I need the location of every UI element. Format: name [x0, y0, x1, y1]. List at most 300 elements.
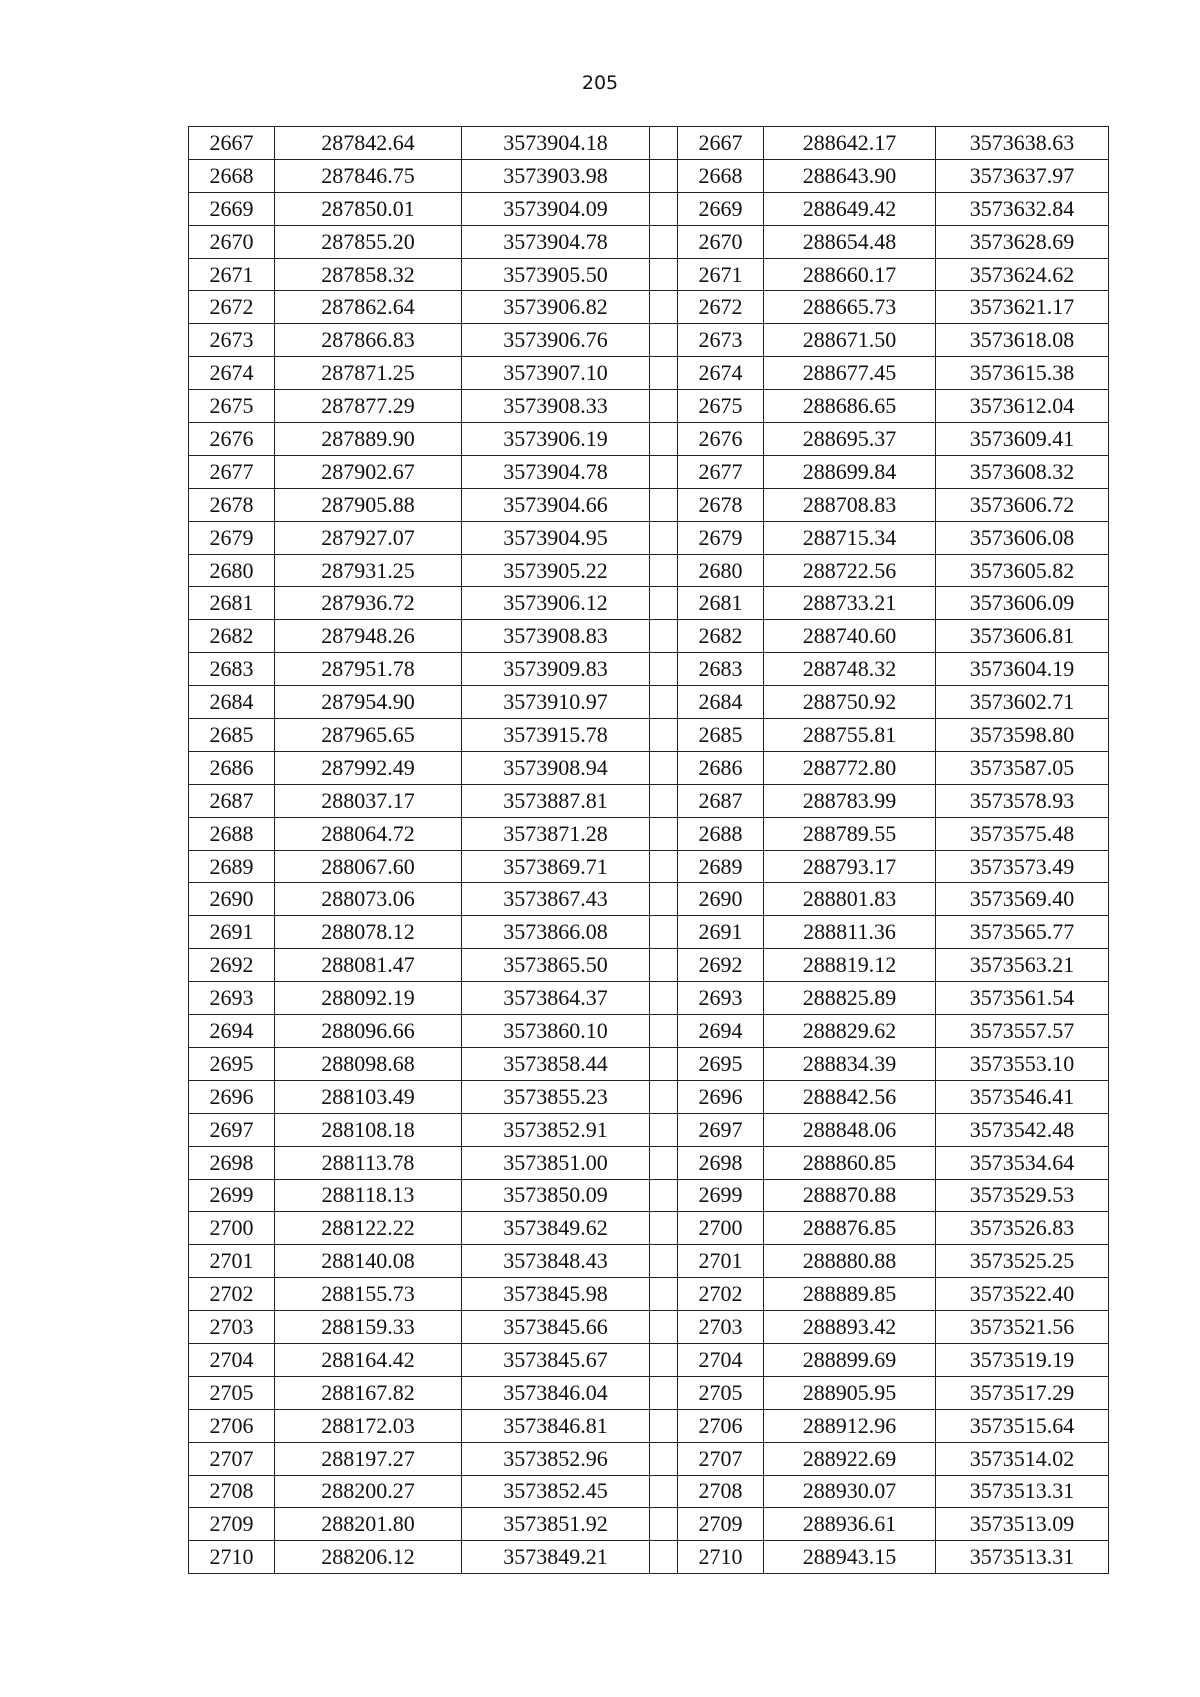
spacer-cell [650, 1475, 678, 1508]
point-id-right-cell: 2671 [678, 258, 764, 291]
x-coordinate-left-cell: 288078.12 [275, 916, 462, 949]
x-coordinate-left-cell: 288108.18 [275, 1113, 462, 1146]
x-coordinate-left-cell: 287846.75 [275, 159, 462, 192]
spacer-cell [650, 1508, 678, 1541]
point-id-right-cell: 2709 [678, 1508, 764, 1541]
table-row [189, 258, 1109, 291]
table-row [189, 751, 1109, 784]
point-id-right-cell: 2682 [678, 620, 764, 653]
y-coordinate-right-cell: 3573513.09 [936, 1508, 1109, 1541]
point-id-right-cell: 2677 [678, 455, 764, 488]
point-id-right-cell: 2672 [678, 291, 764, 324]
x-coordinate-right-cell: 288733.21 [764, 587, 936, 620]
table-row [189, 1245, 1109, 1278]
y-coordinate-left-cell: 3573866.08 [462, 916, 650, 949]
y-coordinate-left-cell: 3573864.37 [462, 982, 650, 1015]
y-coordinate-left-cell: 3573904.18 [462, 127, 650, 160]
point-id-left-cell: 2688 [189, 817, 275, 850]
table-row [189, 488, 1109, 521]
y-coordinate-right-cell: 3573513.31 [936, 1475, 1109, 1508]
table-row [189, 850, 1109, 883]
spacer-cell [650, 423, 678, 456]
x-coordinate-right-cell: 288922.69 [764, 1442, 936, 1475]
table-row [189, 686, 1109, 719]
x-coordinate-left-cell: 287936.72 [275, 587, 462, 620]
x-coordinate-left-cell: 288164.42 [275, 1343, 462, 1376]
point-id-right-cell: 2687 [678, 784, 764, 817]
y-coordinate-left-cell: 3573908.94 [462, 751, 650, 784]
y-coordinate-left-cell: 3573904.09 [462, 192, 650, 225]
point-id-right-cell: 2693 [678, 982, 764, 1015]
y-coordinate-right-cell: 3573606.72 [936, 488, 1109, 521]
y-coordinate-right-cell: 3573606.81 [936, 620, 1109, 653]
y-coordinate-right-cell: 3573578.93 [936, 784, 1109, 817]
y-coordinate-left-cell: 3573871.28 [462, 817, 650, 850]
point-id-left-cell: 2697 [189, 1113, 275, 1146]
x-coordinate-right-cell: 288825.89 [764, 982, 936, 1015]
y-coordinate-left-cell: 3573910.97 [462, 686, 650, 719]
y-coordinate-right-cell: 3573569.40 [936, 883, 1109, 916]
y-coordinate-right-cell: 3573563.21 [936, 949, 1109, 982]
table-row [189, 1047, 1109, 1080]
y-coordinate-left-cell: 3573848.43 [462, 1245, 650, 1278]
x-coordinate-left-cell: 288140.08 [275, 1245, 462, 1278]
x-coordinate-right-cell: 288642.17 [764, 127, 936, 160]
point-id-right-cell: 2710 [678, 1541, 764, 1574]
x-coordinate-left-cell: 288037.17 [275, 784, 462, 817]
table-row [189, 982, 1109, 1015]
point-id-right-cell: 2683 [678, 653, 764, 686]
y-coordinate-left-cell: 3573845.67 [462, 1343, 650, 1376]
spacer-cell [650, 554, 678, 587]
x-coordinate-left-cell: 288201.80 [275, 1508, 462, 1541]
point-id-left-cell: 2696 [189, 1080, 275, 1113]
table-row [189, 1113, 1109, 1146]
y-coordinate-left-cell: 3573852.91 [462, 1113, 650, 1146]
x-coordinate-right-cell: 288715.34 [764, 521, 936, 554]
x-coordinate-right-cell: 288930.07 [764, 1475, 936, 1508]
point-id-left-cell: 2668 [189, 159, 275, 192]
y-coordinate-left-cell: 3573903.98 [462, 159, 650, 192]
spacer-cell [650, 1113, 678, 1146]
y-coordinate-left-cell: 3573869.71 [462, 850, 650, 883]
table-row [189, 1343, 1109, 1376]
y-coordinate-right-cell: 3573609.41 [936, 423, 1109, 456]
x-coordinate-left-cell: 287858.32 [275, 258, 462, 291]
x-coordinate-right-cell: 288943.15 [764, 1541, 936, 1574]
point-id-left-cell: 2709 [189, 1508, 275, 1541]
y-coordinate-right-cell: 3573615.38 [936, 357, 1109, 390]
y-coordinate-right-cell: 3573522.40 [936, 1278, 1109, 1311]
spacer-cell [650, 1146, 678, 1179]
point-id-left-cell: 2706 [189, 1409, 275, 1442]
y-coordinate-left-cell: 3573851.92 [462, 1508, 650, 1541]
point-id-right-cell: 2698 [678, 1146, 764, 1179]
y-coordinate-right-cell: 3573587.05 [936, 751, 1109, 784]
spacer-cell [650, 192, 678, 225]
table-row [189, 719, 1109, 752]
table-row [189, 1278, 1109, 1311]
y-coordinate-left-cell: 3573845.98 [462, 1278, 650, 1311]
spacer-cell [650, 784, 678, 817]
y-coordinate-left-cell: 3573909.83 [462, 653, 650, 686]
point-id-right-cell: 2708 [678, 1475, 764, 1508]
table-row [189, 1015, 1109, 1048]
x-coordinate-right-cell: 288699.84 [764, 455, 936, 488]
point-id-right-cell: 2707 [678, 1442, 764, 1475]
point-id-left-cell: 2692 [189, 949, 275, 982]
y-coordinate-left-cell: 3573846.81 [462, 1409, 650, 1442]
y-coordinate-left-cell: 3573845.66 [462, 1311, 650, 1344]
spacer-cell [650, 127, 678, 160]
point-id-right-cell: 2689 [678, 850, 764, 883]
table-row [189, 192, 1109, 225]
y-coordinate-left-cell: 3573905.22 [462, 554, 650, 587]
point-id-right-cell: 2706 [678, 1409, 764, 1442]
x-coordinate-left-cell: 287842.64 [275, 127, 462, 160]
y-coordinate-right-cell: 3573573.49 [936, 850, 1109, 883]
x-coordinate-right-cell: 288748.32 [764, 653, 936, 686]
x-coordinate-right-cell: 288801.83 [764, 883, 936, 916]
table-row [189, 127, 1109, 160]
x-coordinate-right-cell: 288811.36 [764, 916, 936, 949]
table-row [189, 1508, 1109, 1541]
x-coordinate-left-cell: 287871.25 [275, 357, 462, 390]
y-coordinate-right-cell: 3573605.82 [936, 554, 1109, 587]
point-id-left-cell: 2672 [189, 291, 275, 324]
table-row [189, 554, 1109, 587]
point-id-left-cell: 2708 [189, 1475, 275, 1508]
page-number: 205 [581, 72, 619, 94]
y-coordinate-right-cell: 3573637.97 [936, 159, 1109, 192]
y-coordinate-left-cell: 3573849.62 [462, 1212, 650, 1245]
x-coordinate-right-cell: 288936.61 [764, 1508, 936, 1541]
x-coordinate-right-cell: 288750.92 [764, 686, 936, 719]
y-coordinate-left-cell: 3573908.33 [462, 390, 650, 423]
y-coordinate-right-cell: 3573604.19 [936, 653, 1109, 686]
spacer-cell [650, 291, 678, 324]
spacer-cell [650, 587, 678, 620]
point-id-right-cell: 2701 [678, 1245, 764, 1278]
table-row [189, 1475, 1109, 1508]
y-coordinate-right-cell: 3573565.77 [936, 916, 1109, 949]
y-coordinate-left-cell: 3573906.12 [462, 587, 650, 620]
point-id-left-cell: 2707 [189, 1442, 275, 1475]
x-coordinate-right-cell: 288905.95 [764, 1376, 936, 1409]
table-row [189, 159, 1109, 192]
table-row [189, 1376, 1109, 1409]
point-id-right-cell: 2676 [678, 423, 764, 456]
spacer-cell [650, 225, 678, 258]
table-row [189, 653, 1109, 686]
point-id-right-cell: 2688 [678, 817, 764, 850]
y-coordinate-right-cell: 3573606.09 [936, 587, 1109, 620]
table-row [189, 1541, 1109, 1574]
table-row [189, 916, 1109, 949]
spacer-cell [650, 620, 678, 653]
x-coordinate-left-cell: 288172.03 [275, 1409, 462, 1442]
y-coordinate-right-cell: 3573628.69 [936, 225, 1109, 258]
point-id-left-cell: 2689 [189, 850, 275, 883]
y-coordinate-right-cell: 3573612.04 [936, 390, 1109, 423]
table-row [189, 1409, 1109, 1442]
point-id-left-cell: 2703 [189, 1311, 275, 1344]
spacer-cell [650, 1442, 678, 1475]
point-id-left-cell: 2701 [189, 1245, 275, 1278]
table-row [189, 883, 1109, 916]
x-coordinate-left-cell: 287948.26 [275, 620, 462, 653]
y-coordinate-right-cell: 3573513.31 [936, 1541, 1109, 1574]
table-row [189, 291, 1109, 324]
spacer-cell [650, 1541, 678, 1574]
y-coordinate-left-cell: 3573906.82 [462, 291, 650, 324]
point-id-right-cell: 2691 [678, 916, 764, 949]
spacer-cell [650, 883, 678, 916]
spacer-cell [650, 1212, 678, 1245]
x-coordinate-left-cell: 287855.20 [275, 225, 462, 258]
y-coordinate-right-cell: 3573632.84 [936, 192, 1109, 225]
y-coordinate-left-cell: 3573904.78 [462, 455, 650, 488]
x-coordinate-left-cell: 287850.01 [275, 192, 462, 225]
spacer-cell [650, 521, 678, 554]
y-coordinate-right-cell: 3573553.10 [936, 1047, 1109, 1080]
table-row [189, 1146, 1109, 1179]
x-coordinate-left-cell: 287902.67 [275, 455, 462, 488]
table-row [189, 390, 1109, 423]
table-row [189, 324, 1109, 357]
x-coordinate-right-cell: 288893.42 [764, 1311, 936, 1344]
y-coordinate-right-cell: 3573561.54 [936, 982, 1109, 1015]
point-id-right-cell: 2690 [678, 883, 764, 916]
x-coordinate-left-cell: 287877.29 [275, 390, 462, 423]
spacer-cell [650, 686, 678, 719]
table-row [189, 949, 1109, 982]
point-id-right-cell: 2700 [678, 1212, 764, 1245]
spacer-cell [650, 1015, 678, 1048]
y-coordinate-left-cell: 3573907.10 [462, 357, 650, 390]
point-id-right-cell: 2694 [678, 1015, 764, 1048]
x-coordinate-right-cell: 288789.55 [764, 817, 936, 850]
y-coordinate-right-cell: 3573517.29 [936, 1376, 1109, 1409]
point-id-right-cell: 2674 [678, 357, 764, 390]
point-id-left-cell: 2677 [189, 455, 275, 488]
point-id-left-cell: 2705 [189, 1376, 275, 1409]
point-id-left-cell: 2694 [189, 1015, 275, 1048]
y-coordinate-right-cell: 3573621.17 [936, 291, 1109, 324]
point-id-left-cell: 2699 [189, 1179, 275, 1212]
x-coordinate-right-cell: 288677.45 [764, 357, 936, 390]
x-coordinate-right-cell: 288740.60 [764, 620, 936, 653]
y-coordinate-left-cell: 3573904.66 [462, 488, 650, 521]
y-coordinate-right-cell: 3573546.41 [936, 1080, 1109, 1113]
point-id-right-cell: 2705 [678, 1376, 764, 1409]
table-row [189, 1080, 1109, 1113]
y-coordinate-left-cell: 3573855.23 [462, 1080, 650, 1113]
x-coordinate-left-cell: 288118.13 [275, 1179, 462, 1212]
point-id-right-cell: 2679 [678, 521, 764, 554]
point-id-left-cell: 2687 [189, 784, 275, 817]
x-coordinate-left-cell: 287889.90 [275, 423, 462, 456]
point-id-left-cell: 2671 [189, 258, 275, 291]
x-coordinate-right-cell: 288722.56 [764, 554, 936, 587]
x-coordinate-left-cell: 287927.07 [275, 521, 462, 554]
x-coordinate-left-cell: 288064.72 [275, 817, 462, 850]
x-coordinate-left-cell: 288122.22 [275, 1212, 462, 1245]
y-coordinate-right-cell: 3573606.08 [936, 521, 1109, 554]
table-row [189, 1311, 1109, 1344]
point-id-left-cell: 2682 [189, 620, 275, 653]
point-id-left-cell: 2675 [189, 390, 275, 423]
x-coordinate-right-cell: 288880.88 [764, 1245, 936, 1278]
spacer-cell [650, 357, 678, 390]
y-coordinate-left-cell: 3573905.50 [462, 258, 650, 291]
x-coordinate-left-cell: 287931.25 [275, 554, 462, 587]
point-id-right-cell: 2692 [678, 949, 764, 982]
point-id-left-cell: 2679 [189, 521, 275, 554]
point-id-right-cell: 2704 [678, 1343, 764, 1376]
spacer-cell [650, 982, 678, 1015]
x-coordinate-left-cell: 287866.83 [275, 324, 462, 357]
point-id-left-cell: 2674 [189, 357, 275, 390]
x-coordinate-right-cell: 288912.96 [764, 1409, 936, 1442]
point-id-right-cell: 2697 [678, 1113, 764, 1146]
y-coordinate-right-cell: 3573515.64 [936, 1409, 1109, 1442]
y-coordinate-left-cell: 3573865.50 [462, 949, 650, 982]
y-coordinate-right-cell: 3573519.19 [936, 1343, 1109, 1376]
table-row [189, 225, 1109, 258]
spacer-cell [650, 817, 678, 850]
spacer-cell [650, 1376, 678, 1409]
point-id-left-cell: 2669 [189, 192, 275, 225]
x-coordinate-left-cell: 287951.78 [275, 653, 462, 686]
y-coordinate-right-cell: 3573638.63 [936, 127, 1109, 160]
x-coordinate-left-cell: 288206.12 [275, 1541, 462, 1574]
table-row [189, 587, 1109, 620]
x-coordinate-left-cell: 287992.49 [275, 751, 462, 784]
spacer-cell [650, 1343, 678, 1376]
y-coordinate-left-cell: 3573906.19 [462, 423, 650, 456]
y-coordinate-left-cell: 3573904.78 [462, 225, 650, 258]
x-coordinate-right-cell: 288660.17 [764, 258, 936, 291]
point-id-right-cell: 2678 [678, 488, 764, 521]
spacer-cell [650, 1311, 678, 1344]
table-row [189, 1442, 1109, 1475]
y-coordinate-left-cell: 3573904.95 [462, 521, 650, 554]
y-coordinate-right-cell: 3573542.48 [936, 1113, 1109, 1146]
x-coordinate-right-cell: 288643.90 [764, 159, 936, 192]
spacer-cell [650, 258, 678, 291]
y-coordinate-right-cell: 3573624.62 [936, 258, 1109, 291]
y-coordinate-left-cell: 3573860.10 [462, 1015, 650, 1048]
y-coordinate-left-cell: 3573858.44 [462, 1047, 650, 1080]
y-coordinate-left-cell: 3573852.45 [462, 1475, 650, 1508]
y-coordinate-right-cell: 3573557.57 [936, 1015, 1109, 1048]
spacer-cell [650, 1245, 678, 1278]
x-coordinate-right-cell: 288686.65 [764, 390, 936, 423]
x-coordinate-left-cell: 287965.65 [275, 719, 462, 752]
x-coordinate-left-cell: 288067.60 [275, 850, 462, 883]
x-coordinate-left-cell: 288155.73 [275, 1278, 462, 1311]
point-id-left-cell: 2681 [189, 587, 275, 620]
point-id-left-cell: 2685 [189, 719, 275, 752]
x-coordinate-right-cell: 288860.85 [764, 1146, 936, 1179]
x-coordinate-left-cell: 288113.78 [275, 1146, 462, 1179]
point-id-right-cell: 2675 [678, 390, 764, 423]
table-row [189, 1212, 1109, 1245]
y-coordinate-right-cell: 3573526.83 [936, 1212, 1109, 1245]
x-coordinate-right-cell: 288842.56 [764, 1080, 936, 1113]
table-row [189, 784, 1109, 817]
spacer-cell [650, 850, 678, 883]
y-coordinate-right-cell: 3573618.08 [936, 324, 1109, 357]
x-coordinate-right-cell: 288829.62 [764, 1015, 936, 1048]
y-coordinate-left-cell: 3573915.78 [462, 719, 650, 752]
spacer-cell [650, 159, 678, 192]
x-coordinate-right-cell: 288834.39 [764, 1047, 936, 1080]
y-coordinate-right-cell: 3573521.56 [936, 1311, 1109, 1344]
y-coordinate-left-cell: 3573851.00 [462, 1146, 650, 1179]
y-coordinate-left-cell: 3573846.04 [462, 1376, 650, 1409]
x-coordinate-right-cell: 288708.83 [764, 488, 936, 521]
x-coordinate-left-cell: 288096.66 [275, 1015, 462, 1048]
spacer-cell [650, 1179, 678, 1212]
point-id-left-cell: 2702 [189, 1278, 275, 1311]
point-id-right-cell: 2695 [678, 1047, 764, 1080]
spacer-cell [650, 488, 678, 521]
y-coordinate-right-cell: 3573608.32 [936, 455, 1109, 488]
y-coordinate-left-cell: 3573852.96 [462, 1442, 650, 1475]
point-id-right-cell: 2686 [678, 751, 764, 784]
coordinates-table [188, 126, 1109, 1574]
point-id-left-cell: 2693 [189, 982, 275, 1015]
table-row [189, 423, 1109, 456]
spacer-cell [650, 455, 678, 488]
table-row [189, 817, 1109, 850]
y-coordinate-left-cell: 3573887.81 [462, 784, 650, 817]
x-coordinate-right-cell: 288870.88 [764, 1179, 936, 1212]
point-id-left-cell: 2680 [189, 554, 275, 587]
x-coordinate-left-cell: 288159.33 [275, 1311, 462, 1344]
point-id-right-cell: 2703 [678, 1311, 764, 1344]
spacer-cell [650, 719, 678, 752]
x-coordinate-right-cell: 288654.48 [764, 225, 936, 258]
point-id-left-cell: 2698 [189, 1146, 275, 1179]
point-id-right-cell: 2668 [678, 159, 764, 192]
point-id-right-cell: 2685 [678, 719, 764, 752]
y-coordinate-right-cell: 3573514.02 [936, 1442, 1109, 1475]
x-coordinate-left-cell: 288103.49 [275, 1080, 462, 1113]
point-id-left-cell: 2686 [189, 751, 275, 784]
y-coordinate-left-cell: 3573908.83 [462, 620, 650, 653]
point-id-left-cell: 2704 [189, 1343, 275, 1376]
spacer-cell [650, 324, 678, 357]
point-id-left-cell: 2676 [189, 423, 275, 456]
point-id-left-cell: 2670 [189, 225, 275, 258]
x-coordinate-left-cell: 288197.27 [275, 1442, 462, 1475]
x-coordinate-left-cell: 288200.27 [275, 1475, 462, 1508]
table-row [189, 521, 1109, 554]
point-id-right-cell: 2669 [678, 192, 764, 225]
point-id-right-cell: 2696 [678, 1080, 764, 1113]
spacer-cell [650, 949, 678, 982]
x-coordinate-right-cell: 288848.06 [764, 1113, 936, 1146]
x-coordinate-left-cell: 288081.47 [275, 949, 462, 982]
y-coordinate-right-cell: 3573602.71 [936, 686, 1109, 719]
x-coordinate-left-cell: 287954.90 [275, 686, 462, 719]
x-coordinate-left-cell: 287905.88 [275, 488, 462, 521]
point-id-right-cell: 2670 [678, 225, 764, 258]
spacer-cell [650, 916, 678, 949]
